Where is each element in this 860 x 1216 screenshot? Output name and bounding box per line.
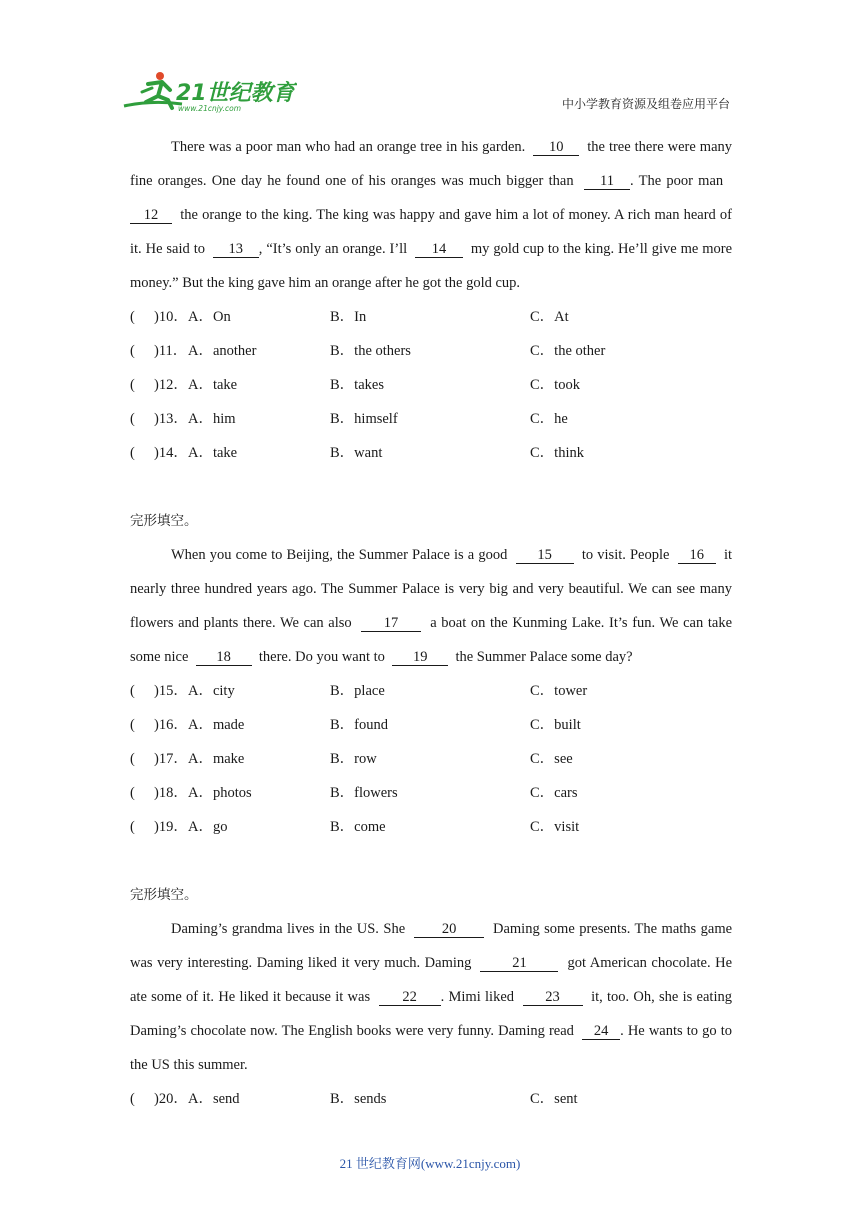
passage-text: to visit. People [581,547,670,563]
question-row [130,300,732,334]
passage-text: my gold cup to the king. He’ll give me more money.” But the king gave him an orange after he got the gold cup. [130,241,733,291]
question-row [130,674,732,708]
passage-text: Daming some presents. The maths game was very interesting. Daming liked it very much. Daming [130,921,733,971]
question-row [130,708,732,742]
question-number: )10． [154,309,188,325]
blank-20: 20 [414,921,484,938]
answer-paren[interactable]: ( [130,751,135,767]
site-logo [122,70,297,114]
section-title: 完形填空。 [130,513,198,529]
passage-1 [130,130,732,300]
blank-19: 19 [392,649,448,666]
svg-text:21世纪教育: 21世纪教育 [176,81,295,106]
passage-text: . He wants to go to the US this summer. [130,1023,733,1073]
question-number: )14． [154,445,188,461]
question-number: )12． [154,377,188,393]
question-row [130,1082,732,1116]
question-row [130,776,732,810]
blank-17: 17 [361,615,421,632]
passage-text: , “It’s only an orange. I’ll [258,241,408,257]
answer-paren[interactable]: ( [130,343,135,359]
passage-text: the tree there were many fine oranges. One day he found one of his oranges was much bigger than [130,139,733,189]
option-c: C．think [530,445,584,461]
question-row [130,436,732,470]
passage-text: There was a poor man who had an orange tree in his garden. [171,139,526,155]
option-b: B．the others [330,343,411,359]
answer-paren[interactable]: ( [130,785,135,801]
question-row [130,402,732,436]
question-row [130,334,732,368]
option-c: C．cars [530,785,578,801]
option-b: B．row [330,751,377,767]
option-a: A．photos [188,785,252,801]
answer-paren[interactable]: ( [130,445,135,461]
passage-text: it, too. Oh, she is eating Daming’s chocolate now. The English books were very funny. Daming read [130,989,732,1039]
option-c: C．built [530,717,581,733]
question-row [130,368,732,402]
passage-text: Daming’s grandma lives in the US. She [171,921,406,937]
passage-text: the orange to the king. The king was happy and gave him a lot of money. A rich man heard of it. He said to [130,207,732,257]
passage-text: the Summer Palace some day? [455,649,633,665]
section-title: 完形填空。 [130,887,198,903]
option-c: C．tower [530,683,588,699]
blank-18: 18 [196,649,252,666]
blank-16: 16 [678,547,716,564]
passage-text: . The poor man [630,173,724,189]
answer-paren[interactable]: ( [130,309,135,325]
question-list-2 [130,674,732,844]
option-a: A．him [188,411,236,427]
blank-10: 10 [533,139,579,156]
blank-14: 14 [415,241,463,258]
blank-11: 11 [584,173,630,190]
option-c: C．visit [530,819,580,835]
option-a: A．made [188,717,245,733]
page-header [0,0,860,125]
passage-2 [130,538,732,674]
answer-paren[interactable]: ( [130,717,135,733]
option-b: B．sends [330,1091,387,1107]
option-a: A．On [188,309,231,325]
question-number: )19． [154,819,188,835]
answer-paren[interactable]: ( [130,411,135,427]
option-a: A．take [188,377,238,393]
option-c: C．see [530,751,573,767]
passage-text: When you come to Beijing, the Summer Palace is a good [171,547,508,563]
answer-paren[interactable]: ( [130,819,135,835]
question-row [130,810,732,844]
option-c: C．he [530,411,568,427]
option-a: A．send [188,1091,240,1107]
option-b: B．In [330,309,367,325]
runner-logo-icon [122,70,297,114]
answer-paren[interactable]: ( [130,377,135,393]
blank-23: 23 [523,989,583,1006]
passage-text: it nearly three hundred years ago. The Summer Palace is very big and very beautiful. We can see many flowers and plants there. We can also [130,547,733,631]
question-number: )17． [154,751,188,767]
passage-3 [130,912,732,1082]
option-b: B．come [330,819,386,835]
passage-text: there. Do you want to [258,649,385,665]
blank-22: 22 [379,989,441,1006]
blank-24: 24 [582,1023,620,1040]
option-c: C．took [530,377,580,393]
blank-15: 15 [516,547,574,564]
question-row [130,742,732,776]
header-platform-text: 中小学教育资源及组卷应用平台 [561,97,730,111]
question-number: )16． [154,717,188,733]
option-a: A．take [188,445,238,461]
question-list-1 [130,300,732,470]
page-footer: 21 世纪教育网(www.21cnjy.com) [339,1156,521,1171]
option-c: C．At [530,309,569,325]
option-a: A．another [188,343,257,359]
blank-21: 21 [480,955,558,972]
question-number: )13． [154,411,188,427]
blank-13: 13 [213,241,259,258]
option-b: B．takes [330,377,384,393]
option-b: B．flowers [330,785,398,801]
option-b: B．himself [330,411,398,427]
answer-paren[interactable]: ( [130,1091,135,1107]
question-number: )18． [154,785,188,801]
option-a: A．go [188,819,228,835]
option-c: C．sent [530,1091,578,1107]
question-list-3 [130,1082,732,1116]
answer-paren[interactable]: ( [130,683,135,699]
option-a: A．city [188,683,235,699]
option-a: A．make [188,751,245,767]
passage-text: a boat on the Kunming Lake. It’s fun. We can take some nice [130,615,733,665]
exam-content [130,130,732,1116]
passage-text: got American chocolate. He ate some of it. He liked it because it was [130,955,733,1005]
blank-12: 12 [130,207,172,224]
passage-text: . Mimi liked [440,989,514,1005]
option-b: B．place [330,683,385,699]
svg-text:www.21cnjy.com: www.21cnjy.com [178,104,242,113]
question-number: )20． [154,1091,188,1107]
question-number: )11． [154,343,188,359]
option-c: C．the other [530,343,606,359]
option-b: B．found [330,717,388,733]
option-b: B．want [330,445,383,461]
question-number: )15． [154,683,188,699]
